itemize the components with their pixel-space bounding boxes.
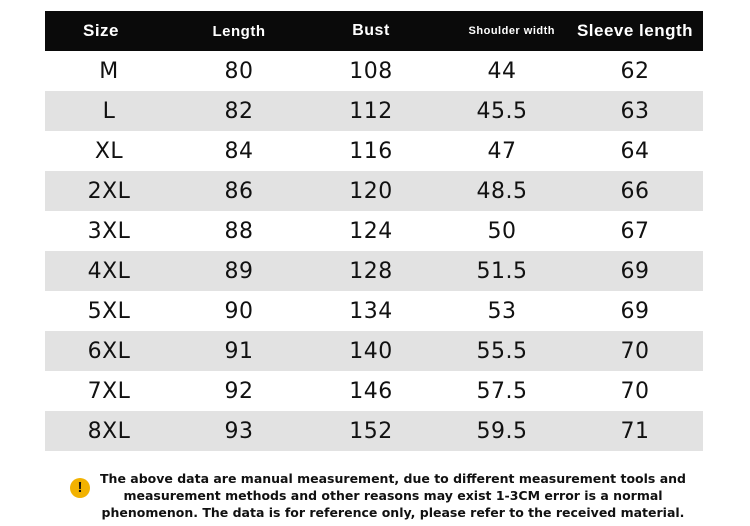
bust-cell: 146: [349, 378, 393, 404]
measurement-note: [70, 470, 720, 521]
size-cell: 2XL: [87, 178, 131, 204]
shoulder-cell: 57.5: [476, 378, 528, 404]
shoulder-cell: 45.5: [476, 98, 528, 124]
exclamation-icon: !: [70, 478, 90, 498]
header-sleeve-length: Sleeve length: [576, 21, 694, 40]
shoulder-cell: 48.5: [476, 178, 528, 204]
sleeve-cell: 69: [620, 258, 650, 284]
table-row: [45, 51, 703, 91]
table-row: [45, 91, 703, 131]
bust-cell: 112: [349, 98, 393, 124]
sleeve-cell: 67: [620, 218, 650, 244]
bust-cell: 124: [349, 218, 393, 244]
shoulder-cell: 53: [487, 298, 517, 324]
table-row: [45, 331, 703, 371]
size-cell: 3XL: [87, 218, 131, 244]
bust-cell: 140: [349, 338, 393, 364]
bust-cell: 134: [349, 298, 393, 324]
length-cell: 80: [224, 58, 254, 84]
length-cell: 86: [224, 178, 254, 204]
length-cell: 91: [224, 338, 254, 364]
sleeve-cell: 70: [620, 338, 650, 364]
table-header: [45, 11, 703, 51]
note-line: phenomenon. The data is for reference only, please refer to the received material.: [101, 505, 685, 520]
table-row: [45, 211, 703, 251]
bust-cell: 128: [349, 258, 393, 284]
header-size: Size: [83, 21, 120, 40]
sleeve-cell: 64: [620, 138, 650, 164]
header-bust: Bust: [352, 22, 390, 39]
size-cell: 7XL: [87, 378, 131, 404]
sleeve-cell: 66: [620, 178, 650, 204]
bust-cell: 108: [349, 58, 393, 84]
table-row: [45, 371, 703, 411]
bust-cell: 152: [349, 418, 393, 444]
header-shoulder-width: Shoulder width: [468, 25, 555, 37]
shoulder-cell: 51.5: [476, 258, 528, 284]
size-cell: 8XL: [87, 418, 131, 444]
size-cell: 6XL: [87, 338, 131, 364]
sleeve-cell: 71: [620, 418, 650, 444]
length-cell: 93: [224, 418, 254, 444]
note-line: The above data are manual measurement, due to different measurement tools and: [100, 471, 686, 486]
header-length: Length: [212, 22, 266, 40]
size-cell: XL: [94, 138, 124, 164]
table-row: [45, 131, 703, 171]
note-line: measurement methods and other reasons may exist 1-3CM error is a normal: [123, 488, 663, 503]
length-cell: 88: [224, 218, 254, 244]
table-row: [45, 171, 703, 211]
sleeve-cell: 70: [620, 378, 650, 404]
size-cell: M: [99, 58, 119, 84]
bust-cell: 116: [349, 138, 393, 164]
shoulder-cell: 50: [487, 218, 517, 244]
table-row: [45, 291, 703, 331]
shoulder-cell: 44: [487, 58, 517, 84]
length-cell: 92: [224, 378, 254, 404]
shoulder-cell: 55.5: [476, 338, 528, 364]
size-cell: 5XL: [87, 298, 131, 324]
length-cell: 90: [224, 298, 254, 324]
size-cell: L: [102, 98, 116, 124]
table-row: [45, 411, 703, 451]
table-row: [45, 251, 703, 291]
sleeve-cell: 62: [620, 58, 650, 84]
length-cell: 89: [224, 258, 254, 284]
length-cell: 84: [224, 138, 254, 164]
note-text: [98, 470, 688, 521]
length-cell: 82: [224, 98, 254, 124]
shoulder-cell: 59.5: [476, 418, 528, 444]
shoulder-cell: 47: [487, 138, 517, 164]
sleeve-cell: 63: [620, 98, 650, 124]
sleeve-cell: 69: [620, 298, 650, 324]
size-chart-table: [45, 11, 703, 451]
size-cell: 4XL: [87, 258, 131, 284]
bust-cell: 120: [349, 178, 393, 204]
